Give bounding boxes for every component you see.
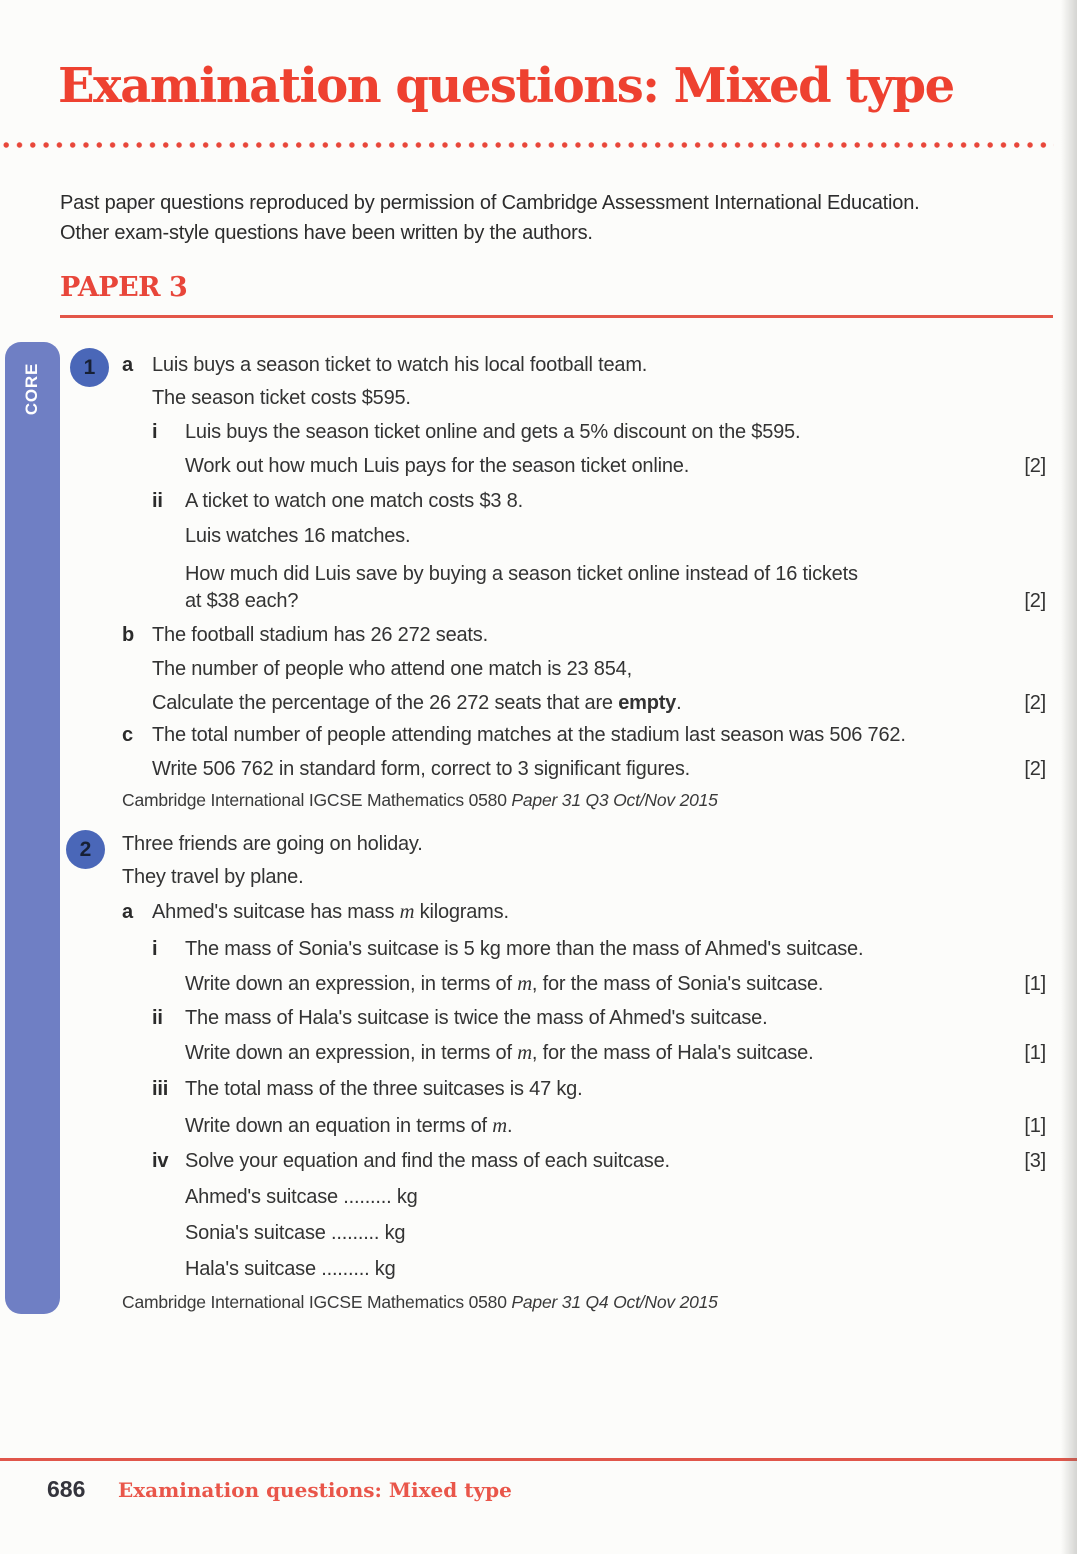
- question-text: A ticket to watch one match costs $3 8.: [185, 490, 523, 512]
- question-text: Three friends are going on holiday.: [122, 833, 423, 855]
- part-label: b: [122, 624, 135, 646]
- question-text: The number of people who attend one match is 23 854,: [152, 658, 632, 680]
- core-label-box: [5, 350, 60, 428]
- question-line: [122, 561, 1046, 587]
- core-strip: [5, 342, 60, 1314]
- core-label: CORE: [22, 362, 42, 416]
- question-line: [122, 622, 1046, 648]
- section-heading: PAPER 3: [60, 272, 188, 303]
- question-line: [122, 1005, 1046, 1031]
- source-attribution: Cambridge International IGCSE Mathematics 0580 Paper 31 Q3 Oct/Nov 2015: [122, 790, 718, 810]
- question-number-badge: 2: [66, 830, 105, 869]
- part-label: ii: [152, 490, 163, 512]
- question-text: The total mass of the three suitcases is 47 kg.: [185, 1078, 583, 1100]
- page-number: 686: [47, 1476, 86, 1502]
- question-text: The season ticket costs $595.: [152, 387, 411, 409]
- part-label: iii: [152, 1078, 169, 1100]
- intro-line: Other exam-style questions have been written by the authors.: [60, 222, 593, 244]
- part-label: a: [122, 354, 133, 376]
- question-number-badge: 1: [70, 348, 109, 387]
- intro-line: Past paper questions reproduced by permission of Cambridge Assessment International Education.: [60, 192, 920, 214]
- question-line: [122, 385, 1046, 411]
- question-line: [122, 1148, 1046, 1174]
- question-text: Luis buys a season ticket to watch his local football team.: [152, 354, 648, 376]
- marks-badge: [1]: [1024, 1115, 1046, 1137]
- question-text: How much did Luis save by buying a season ticket online instead of 16 tickets: [185, 563, 858, 585]
- math-variable: m: [492, 1115, 507, 1137]
- question-line: [122, 419, 1046, 445]
- question-line: [122, 864, 1046, 890]
- question-line: [122, 1113, 1046, 1139]
- question-text: Write down an expression, in terms of m, for the mass of Hala's suitcase.: [185, 1042, 814, 1064]
- part-label: c: [122, 724, 133, 746]
- part-label: iv: [152, 1150, 169, 1172]
- question-text: at $38 each?: [185, 590, 299, 612]
- math-variable: m: [399, 901, 415, 923]
- answer-line: [122, 1184, 1046, 1210]
- question-line: [122, 971, 1046, 997]
- marks-badge: [2]: [1024, 758, 1046, 780]
- marks-badge: [1]: [1024, 1042, 1046, 1064]
- question-text: Work out how much Luis pays for the season ticket online.: [185, 455, 690, 477]
- question-text: The football stadium has 26 272 seats.: [152, 624, 488, 646]
- part-label: i: [152, 421, 158, 443]
- marks-badge: [2]: [1024, 692, 1046, 714]
- question-text: Write down an expression, in terms of m, for the mass of Sonia's suitcase.: [185, 973, 824, 995]
- marks-badge: [1]: [1024, 973, 1046, 995]
- marks-badge: [2]: [1024, 590, 1046, 612]
- question-line: [122, 588, 1046, 614]
- scan-edge-shadow: [1061, 0, 1077, 1554]
- question-line: [122, 1040, 1046, 1066]
- part-label: ii: [152, 1007, 163, 1029]
- question-text: Write 506 762 in standard form, correct to 3 significant figures.: [152, 758, 691, 780]
- question-line: [122, 1076, 1046, 1102]
- question-text: Solve your equation and find the mass of each suitcase.: [185, 1150, 670, 1172]
- math-variable: m: [517, 973, 532, 995]
- part-label: i: [152, 938, 158, 960]
- part-label: a: [122, 901, 133, 923]
- answer-line: [122, 1220, 1046, 1246]
- question-line: [122, 453, 1046, 479]
- question-line: [122, 690, 1046, 716]
- question-text: Luis buys the season ticket online and gets a 5% discount on the $595.: [185, 421, 801, 443]
- answer-text: Ahmed's suitcase ......... kg: [185, 1186, 418, 1208]
- question-line: [122, 899, 1046, 925]
- question-text: They travel by plane.: [122, 866, 304, 888]
- question-text: The mass of Hala's suitcase is twice the mass of Ahmed's suitcase.: [185, 1007, 768, 1029]
- dotted-divider: [3, 141, 1054, 149]
- section-rule: [60, 315, 1053, 318]
- question-text: The total number of people attending matches at the stadium last season was 506 762.: [152, 724, 906, 746]
- question-line: [122, 523, 1046, 549]
- page-title: Examination questions: Mixed type: [58, 58, 954, 114]
- math-variable: m: [517, 1042, 532, 1064]
- intro-paragraph: [60, 188, 1060, 248]
- footer-chapter-title: Examination questions: Mixed type: [118, 1478, 512, 1502]
- marks-badge: [3]: [1024, 1150, 1046, 1172]
- question-line: [122, 722, 1046, 748]
- question-text: Calculate the percentage of the 26 272 seats that are empty.: [152, 692, 682, 714]
- question-text: Luis watches 16 matches.: [185, 525, 411, 547]
- question-line: [122, 831, 1046, 857]
- question-line: [122, 936, 1046, 962]
- answer-line: [122, 1256, 1046, 1282]
- source-attribution: Cambridge International IGCSE Mathematics 0580 Paper 31 Q4 Oct/Nov 2015: [122, 1292, 718, 1312]
- footer-rule: [0, 1458, 1077, 1461]
- marks-badge: [2]: [1024, 455, 1046, 477]
- question-text: The mass of Sonia's suitcase is 5 kg more than the mass of Ahmed's suitcase.: [185, 938, 864, 960]
- question-line: [122, 656, 1046, 682]
- question-text: Write down an equation in terms of m.: [185, 1115, 513, 1137]
- answer-text: Sonia's suitcase ......... kg: [185, 1222, 406, 1244]
- question-line: [122, 756, 1046, 782]
- question-line: [122, 488, 1046, 514]
- question-line: [122, 352, 1046, 378]
- question-text: Ahmed's suitcase has mass m kilograms.: [152, 901, 509, 923]
- answer-text: Hala's suitcase ......... kg: [185, 1258, 396, 1280]
